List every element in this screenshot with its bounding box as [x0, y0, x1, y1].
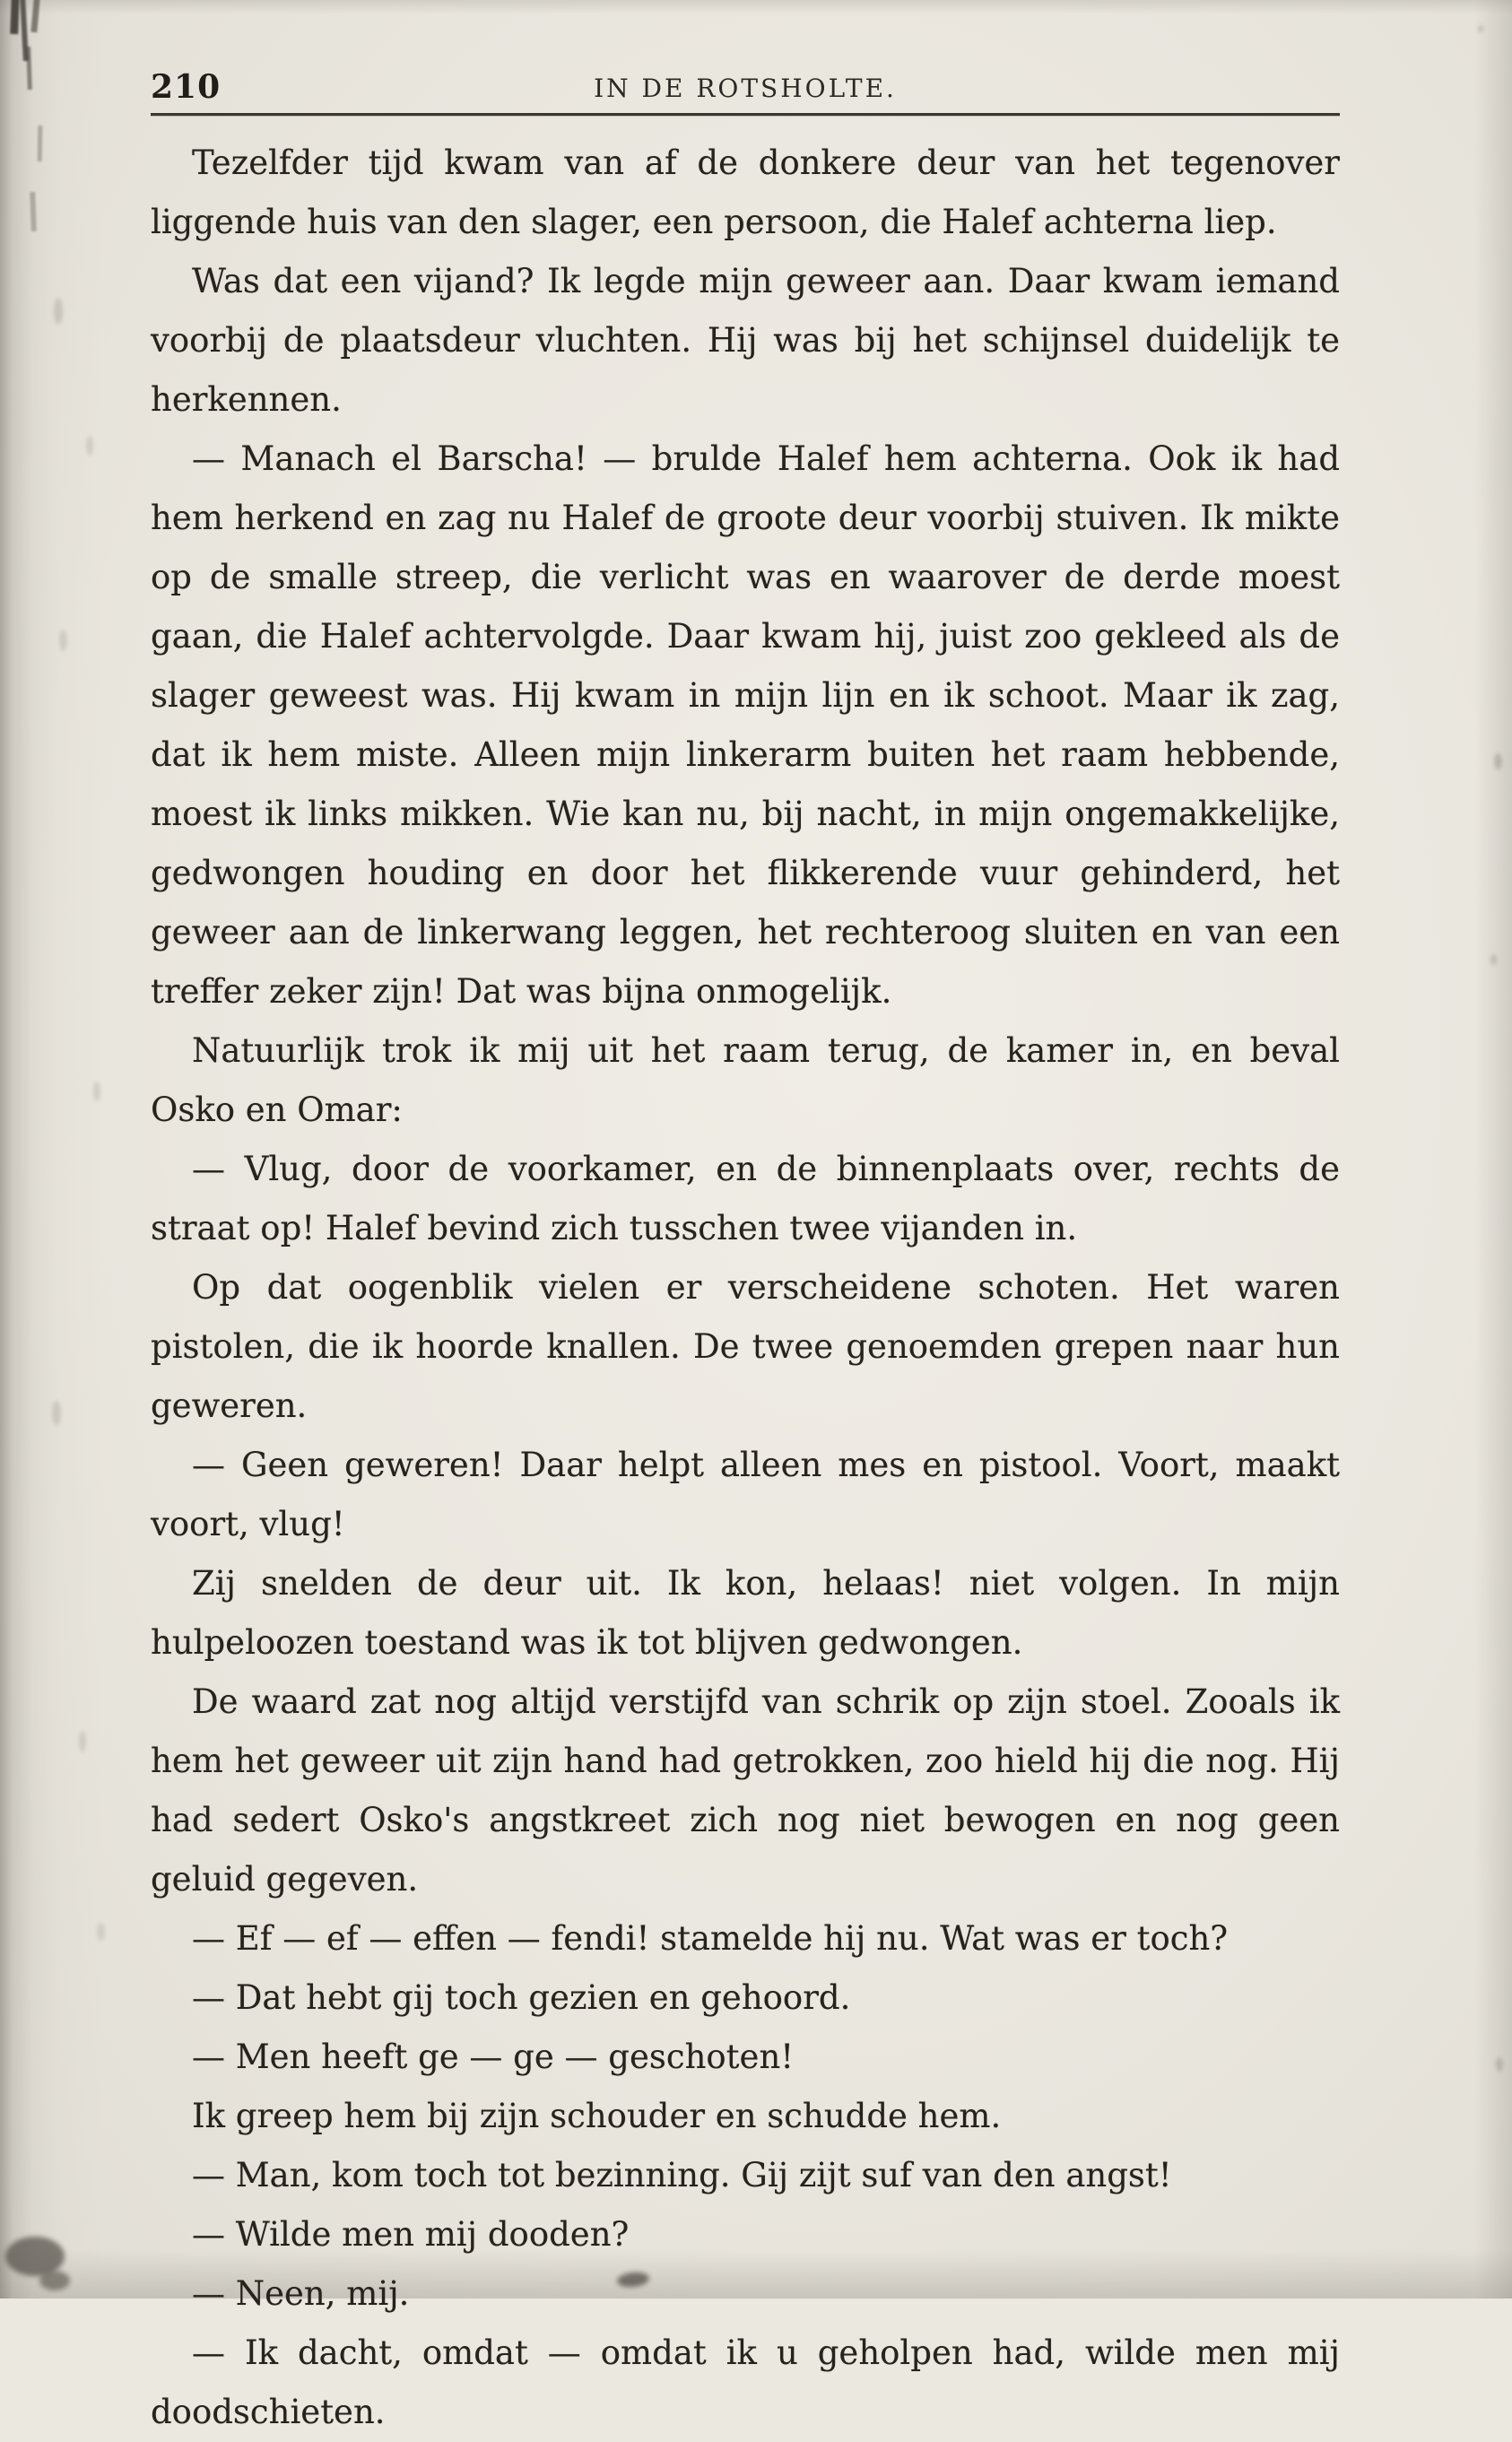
ink-mark	[30, 0, 39, 32]
scan-speck	[97, 1923, 105, 1941]
ink-smudge	[39, 2271, 70, 2290]
scan-speck	[52, 1401, 61, 1426]
ink-mark	[10, 0, 20, 34]
text-block	[151, 134, 1340, 2442]
ink-smudge	[5, 2237, 65, 2276]
scan-speck	[86, 436, 93, 456]
paragraph: — Dat hebt gij toch gezien en gehoord.	[192, 1978, 851, 2017]
paragraph: — Wilde men mij dooden?	[192, 2215, 630, 2254]
scan-speck	[59, 630, 67, 651]
scan-speck	[54, 298, 63, 325]
paragraph: Ik greep hem bij zijn schouder en schudde hem.	[192, 2097, 1002, 2135]
paragraph: — Geen geweren! Daar helpt alleen mes en pistool. Voort, maakt voort, vlug!	[151, 1446, 1340, 1543]
paragraph: Was dat een vijand? Ik legde mijn geweer aan. Daar kwam iemand voorbij de plaatsdeur vluchten. Hij was bij het schijnsel duidelijk te herkennen.	[151, 262, 1340, 419]
page-number: 210	[151, 68, 222, 106]
paragraph: — Ik dacht, omdat — omdat ik u geholpen had, wilde men mij doodschieten.	[151, 2333, 1340, 2431]
ink-mark	[26, 47, 32, 90]
scan-speck	[1490, 954, 1497, 965]
paragraph: — Men heeft ge — ge — geschoten!	[192, 2038, 795, 2076]
paragraph: Op dat oogenblik vielen er verscheidene schoten. Het waren pistolen, die ik hoorde knallen. De twee genoemden grepen naar hun geweren.	[151, 1268, 1340, 1425]
scan-speck	[1478, 25, 1483, 32]
paragraph: — Neen, mij.	[192, 2274, 410, 2313]
scan-speck	[1494, 753, 1502, 769]
paragraph: Natuurlijk trok ik mij uit het raam terug, de kamer in, en beval Osko en Omar:	[151, 1031, 1340, 1129]
paragraph: — Manach el Barscha! — brulde Halef hem achterna. Ook ik had hem herkend en zag nu Halef de groote deur voorbij stuiven. Ik mikte op de smalle streep, die verlicht was en waarover de derde moest gaan, die Halef achtervolgde. Daar kwam hij, juist zoo gekleed als de slager geweest was. Hij kwam in mijn lijn en ik schoot. Maar ik zag, dat ik hem miste. Alleen mijn linkerarm buiten het raam hebbende, moest ik links mikken. Wie kan nu, bij nacht, in mijn ongemakkelijke, gedwongen houding en door het flikkerende vuur gehinderd, het geweer aan de linkerwang leggen, het rechteroog sluiten en van een treffer zeker zijn! Dat was bijna onmogelijk.	[151, 439, 1340, 1011]
paragraph: Zij snelden de deur uit. Ik kon, helaas! niet volgen. In mijn hulpeloozen toestand was ik tot blijven gedwongen.	[151, 1564, 1340, 1662]
ink-mark	[20, 0, 29, 61]
scan-speck	[1496, 2057, 1503, 2072]
paragraph: — Vlug, door de voorkamer, en de binnenplaats over, rechts de straat op! Halef bevind zich tusschen twee vijanden in.	[151, 1150, 1340, 1247]
paragraph: De waard zat nog altijd verstijfd van schrik op zijn stoel. Zooals ik hem het geweer uit zijn hand had getrokken, zoo hield hij die nog. Hij had sedert Osko's angstkreet zich nog niet bewogen en nog geen geluid gegeven.	[151, 1682, 1340, 1899]
paragraph: — Man, kom toch tot bezinning. Gij zijt suf van den angst!	[192, 2156, 1172, 2194]
scan-speck	[79, 1731, 86, 1752]
paragraph: — Ef — ef — effen — fendi! stamelde hij nu. Wat was er toch?	[192, 1919, 1229, 1958]
paragraph: Tezelfder tijd kwam van af de donkere deur van het tegenover liggende huis van den slager, een persoon, die Halef achterna liep.	[151, 143, 1340, 241]
scan-speck	[93, 1082, 100, 1101]
running-title: IN DE ROTSHOLTE.	[594, 74, 897, 103]
ink-mark	[30, 192, 37, 231]
ink-mark	[38, 126, 43, 161]
header-rule	[151, 113, 1340, 116]
page-content	[151, 70, 1340, 2442]
page-header	[151, 70, 1340, 104]
